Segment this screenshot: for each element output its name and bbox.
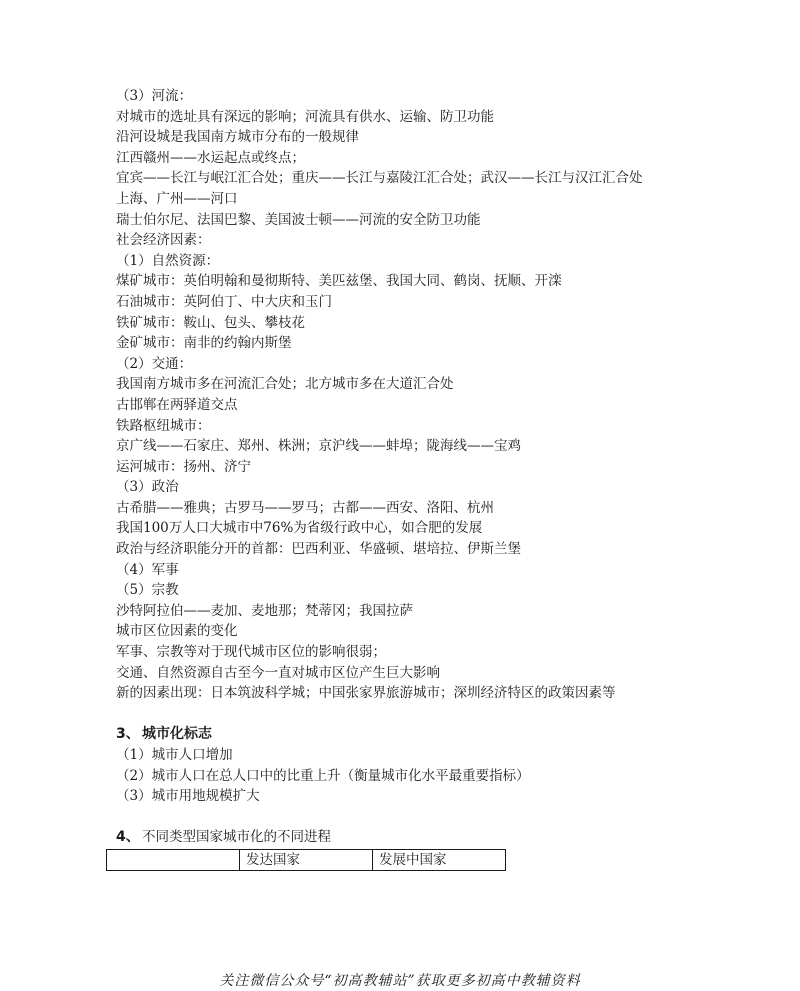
text-line: 军事、宗教等对于现代城市区位的影响很弱； <box>116 644 386 661</box>
table-header-cell: 发展中国家 <box>373 849 506 870</box>
comparison-table <box>106 849 506 871</box>
text-line: 宜宾——长江与岷江汇合处；重庆——长江与嘉陵江汇合处；武汉——长江与汉江汇合处 <box>116 170 643 187</box>
text-line: 对城市的选址具有深远的影响；河流具有供水、运输、防卫功能 <box>116 108 494 125</box>
text-line: （4）军事 <box>116 561 179 578</box>
text-line: 石油城市：英阿伯丁、中大庆和玉门 <box>116 293 332 310</box>
section-4-heading <box>116 827 736 848</box>
text-line: 瑞士伯尔尼、法国巴黎、美国波士顿——河流的安全防卫功能 <box>116 211 481 228</box>
table-header-cell: 发达国家 <box>240 849 373 870</box>
footer-note: 关注微信公众号“初高教辅站”获取更多初高中教辅资料 <box>219 973 581 989</box>
section-3-item: （1）城市人口增加 <box>116 747 233 763</box>
text-line: （2）交通： <box>116 355 193 372</box>
document-body <box>116 86 736 871</box>
text-line: 京广线——石家庄、郑州、株洲；京沪线——蚌埠；陇海线——宝鸡 <box>116 438 521 455</box>
text-line: （5）宗教 <box>116 582 179 599</box>
text-line: 沿河设城是我国南方城市分布的一般规律 <box>116 129 359 146</box>
text-line: 城市区位因素的变化 <box>116 623 238 640</box>
text-line: 铁路枢纽城市： <box>116 417 211 434</box>
text-line: 运河城市：扬州、济宁 <box>116 458 251 475</box>
text-line: 古希腊——雅典；古罗马——罗马；古都——西安、洛阳、杭州 <box>116 499 494 516</box>
section-4-number: 4、 <box>116 829 140 846</box>
section-4-title: 不同类型国家城市化的不同进程 <box>142 829 331 846</box>
section-3-item: （3）城市用地规模扩大 <box>116 788 260 805</box>
text-line: 政治与经济职能分开的首都：巴西利亚、华盛顿、堪培拉、伊斯兰堡 <box>116 541 521 558</box>
text-line: 我国南方城市多在河流汇合处；北方城市多在大道汇合处 <box>116 376 454 393</box>
section-3-item: （2）城市人口在总人口中的比重上升（衡量城市化水平最重要指标） <box>116 767 530 784</box>
text-line: （1）自然资源： <box>116 252 220 269</box>
text-line: 交通、自然资源自古至今一直对城市区位产生巨大影响 <box>116 664 440 681</box>
text-line: 上海、广州——河口 <box>116 190 238 207</box>
table-header-row <box>107 849 506 870</box>
table-header-cell <box>107 849 240 870</box>
text-line: （3）政治 <box>116 479 179 496</box>
text-line: 沙特阿拉伯——麦加、麦地那；梵蒂冈；我国拉萨 <box>116 602 413 619</box>
section-3-title: 城市化标志 <box>142 726 212 743</box>
text-line: 金矿城市：南非的约翰内斯堡 <box>116 335 292 352</box>
text-line: （3）河流： <box>116 88 193 104</box>
section-3-heading <box>116 724 736 745</box>
text-line: 江西赣州——水运起点或终点； <box>116 149 305 166</box>
text-line: 新的因素出现：日本筑波科学城；中国张家界旅游城市；深圳经济特区的政策因素等 <box>116 685 616 702</box>
text-line: 古邯郸在两驿道交点 <box>116 396 238 413</box>
text-line: 铁矿城市：鞍山、包头、攀枝花 <box>116 314 305 331</box>
spacer <box>116 704 736 725</box>
section-3-number: 3、 <box>116 726 140 743</box>
comparison-table-wrap <box>106 849 736 871</box>
text-line: 我国100万人口大城市中76%为省级行政中心，如合肥的发展 <box>116 520 483 537</box>
spacer <box>116 807 736 828</box>
text-line: 社会经济因素： <box>116 232 211 249</box>
text-line: 煤矿城市：英伯明翰和曼彻斯特、美匹兹堡、我国大同、鹤岗、抚顺、开滦 <box>116 273 562 290</box>
